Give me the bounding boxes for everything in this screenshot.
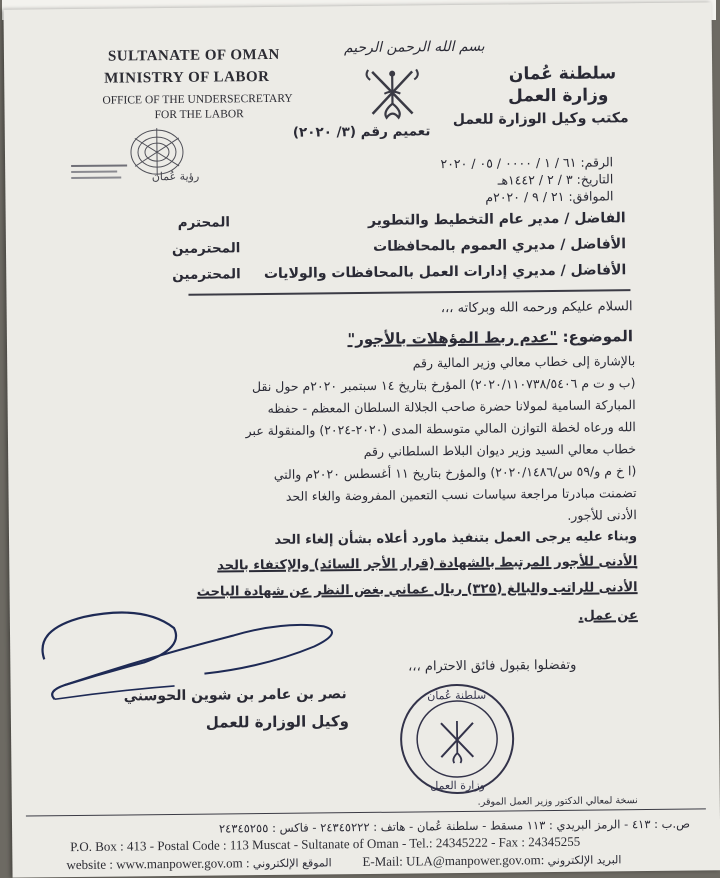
cc-note: نسخة لمعالي الدكتور وزير العمل الموقر.	[477, 795, 638, 808]
ref-hijri-date: التاريخ: ٣ / ٢ / ١٤٤٢هـ	[497, 171, 614, 188]
ar-office: مكتب وكيل الوزارة للعمل	[452, 110, 629, 129]
subject-line	[347, 327, 633, 348]
closing: وتفضلوا بقبول فائق الاحترام ،،،	[408, 657, 577, 675]
ar-country: سلطنة عُمان	[508, 63, 617, 85]
directive-line-1: وبناء عليه يرجى العمل بتنفيذ ماورد أعلاه بشأن إلغاء الحد	[274, 529, 638, 548]
footer-website-line	[66, 854, 331, 873]
en-office: OFFICE OF THE UNDERSECRETARY	[102, 92, 293, 107]
body-line-3: المباركة السامية لمولانا حضرة صاحب الجلالة السلطان المعظم - حفظه	[267, 397, 636, 416]
oman-vision-logo-icon	[65, 116, 206, 189]
signatory-name: نصر بن عامر بن شوين الحوسني	[123, 686, 347, 705]
greeting: السلام عليكم ورحمه الله وبركاته ،،،	[440, 299, 633, 317]
footer-ar-address: ص.ب : ٤١٣ - الرمز البريدي : ١١٣ مسقط - سلطنة عُمان - هاتف : ٢٤٣٤٥٢٢٢ - فاكس : ٢٤٣٤٥٢٥٥	[218, 816, 691, 836]
recipients-divider	[188, 289, 630, 295]
en-country: SULTANATE OF OMAN	[107, 46, 280, 65]
body-line-1: بالإشارة إلى خطاب معالي وزير المالية رقم	[412, 353, 636, 371]
en-ministry: MINISTRY OF LABOR	[104, 68, 270, 87]
signatory-title: وكيل الوزارة للعمل	[205, 712, 350, 732]
footer-email-ar: البريد الإلكتروني	[547, 853, 622, 868]
letter-sheet	[3, 2, 720, 877]
recipient-2-title: المحترمين	[171, 240, 241, 257]
stamp-bottom-text: وزارة العمل	[430, 778, 486, 793]
recipient-1-title: المحترم	[177, 214, 231, 231]
recipient-3-name: الأفاضل / مديري إدارات العمل بالمحافظات والولايات	[263, 262, 627, 283]
subject-label: الموضوع:	[562, 327, 634, 346]
recipient-3-title: المحترمين	[172, 266, 241, 283]
body-line-4: الله ورعاه لخطة التوازن المالي متوسطة المدى (٢٠٢٠-٢٠٢٤) والمنقولة عبر	[245, 419, 636, 439]
ministry-stamp	[397, 680, 518, 797]
footer-email[interactable]: E-Mail: ULA@manpower.gov.om:	[362, 852, 545, 870]
footer-website-ar: الموقع الإلكتروني	[252, 856, 332, 871]
ref-number: الرقم: ٦١ / ١ / ٠٠٠٠ / ٠٥ / ٢٠٢٠	[440, 154, 614, 172]
vision-label: رؤية عُمان	[151, 169, 200, 184]
subject-text: "عدم ربط المؤهلات بالأجور"	[347, 327, 558, 349]
recipient-2-name: الأفاضل / مديري العموم بالمحافظات	[373, 236, 627, 255]
ar-ministry: وزارة العمل	[507, 85, 609, 107]
basmala: بسم الله الرحمن الرحيم	[343, 38, 485, 57]
directive-line-4: عن عمل.	[578, 608, 638, 624]
body-line-6: (ا خ م و/٥٩ س/٢٠٢٠/١٤٨٦) والمؤرخ بتاريخ ١١ أغسطس ٢٠٢٠م والتي	[273, 463, 637, 482]
directive-line-2: الأدنى للأجور المرتبط بالشهادة (قرار الأجر السائد) والإكتفاء بالحد	[217, 554, 638, 574]
body-line-5: خطاب معالي السيد وزير ديوان البلاط السلطاني رقم	[363, 441, 637, 459]
circular-number: تعميم رقم (٣/ ٢٠٢٠)	[292, 123, 431, 141]
footer-en-address: P.O. Box : 413 - Postal Code : 113 Muscat - Sultanate of Oman - Tel.: 24345222 - Fax : 24345255	[70, 833, 581, 855]
ref-greg-date: الموافق: ٢١ / ٩ / ٢٠٢٠م	[485, 188, 614, 205]
footer-email-line	[362, 851, 621, 870]
directive-line-3: الأدنى للراتب والبالغ (٣٢٥) ريال عماني بغض النظر عن شهادة الباحث	[196, 580, 638, 600]
body-line-2: (ب و ت م ٢٠٢٠/١١٠٧٣٨/٥٤٠٦) المؤرخ بتاريخ ١٤ سبتمبر ٢٠٢٠م حول نقل	[251, 375, 636, 395]
en-office-2: FOR THE LABOR	[154, 108, 244, 122]
footer-divider	[26, 808, 706, 816]
stamp-top-text: سلطنة عُمان	[427, 688, 487, 703]
footer-website[interactable]: website : www.manpower.gov.om :	[66, 855, 250, 873]
body-line-8: الأدنى للأجور.	[567, 507, 637, 523]
recipient-1-name: الفاضل / مدير عام التخطيط والتطوير	[367, 210, 626, 229]
body-line-7: تضمنت مبادرتا مراجعة سياسات نسب التعمين المفروضة والغاء الحد	[285, 485, 637, 504]
oman-emblem-icon	[362, 63, 423, 122]
